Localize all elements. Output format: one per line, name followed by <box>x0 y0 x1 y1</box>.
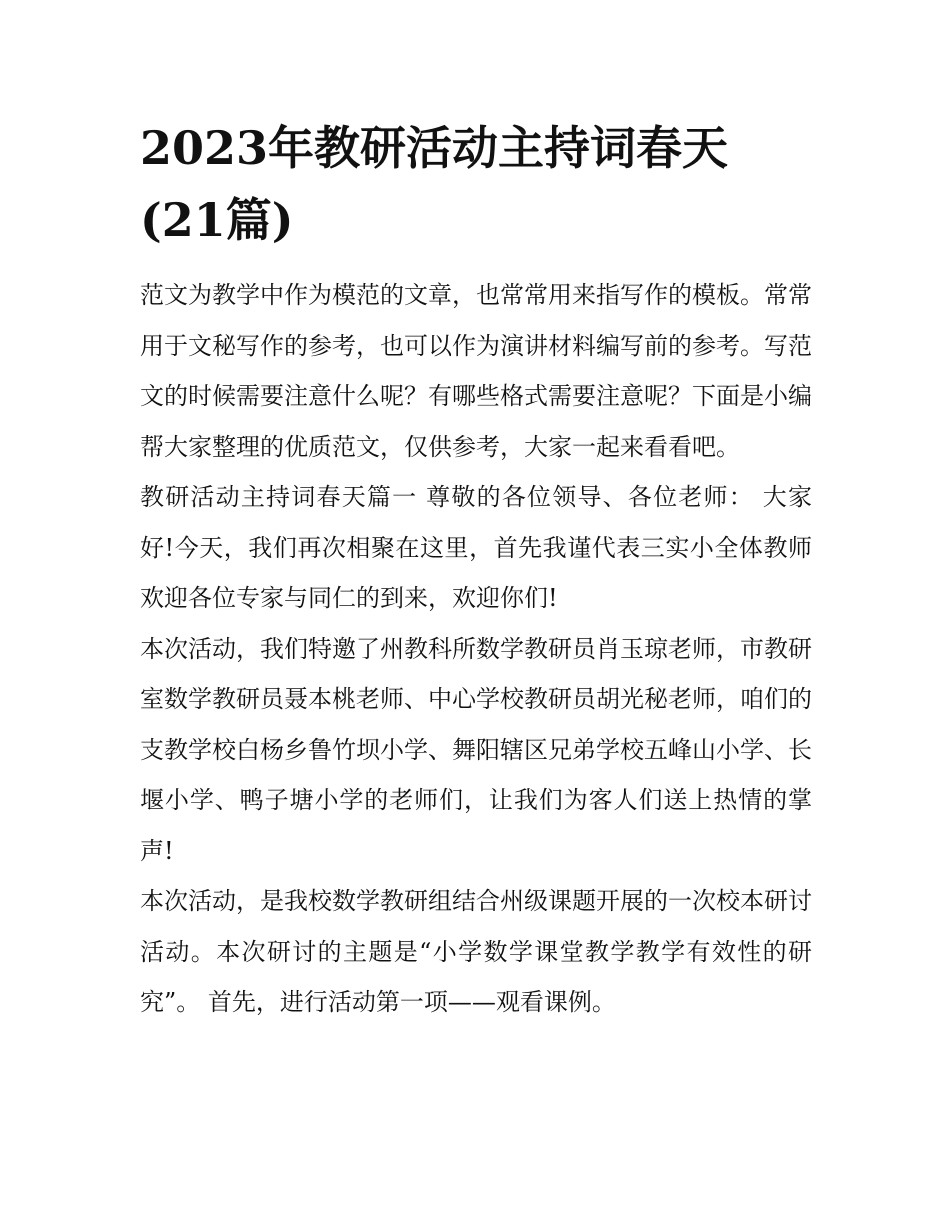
title-line-2: (21篇) <box>140 193 294 247</box>
document-page <box>140 112 812 1028</box>
guests-paragraph: 本次活动，我们特邀了州教科所数学教研员肖玉琼老师，市教研室数学教研员聂本桃老师、中心学校教研员胡光秘老师，咱们的支教学校白杨乡鲁竹坝小学、舞阳辖区兄弟学校五峰山小学、长堰小学、鸭子塘小学的老师们，让我们为客人们送上热情的掌声! <box>140 634 812 865</box>
greeting-paragraph: 教研活动主持词春天篇一 尊敬的各位领导、各位老师： 大家好!今天，我们再次相聚在这里，首先我谨代表三实小全体教师欢迎各位专家与同仁的到来，欢迎你们! <box>140 483 812 612</box>
document-title <box>140 112 812 256</box>
intro-paragraph: 范文为教学中作为模范的文章，也常常用来指写作的模板。常常用于文秘写作的参考，也可以作为演讲材料编写前的参考。写范文的时候需要注意什么呢？有哪些格式需要注意呢？下面是小编帮大家整理的优质范文，仅供参考，大家一起来看看吧。 <box>140 281 812 461</box>
topic-paragraph: 本次活动，是我校数学教研组结合州级课题开展的一次校本研讨活动。本次研讨的主题是“小学数学课堂教学教学有效性的研究”。 首先，进行活动第一项——观看课例。 <box>140 887 812 1016</box>
title-line-1: 2023年教研活动主持词春天 <box>140 121 729 175</box>
document-body <box>140 270 812 1028</box>
